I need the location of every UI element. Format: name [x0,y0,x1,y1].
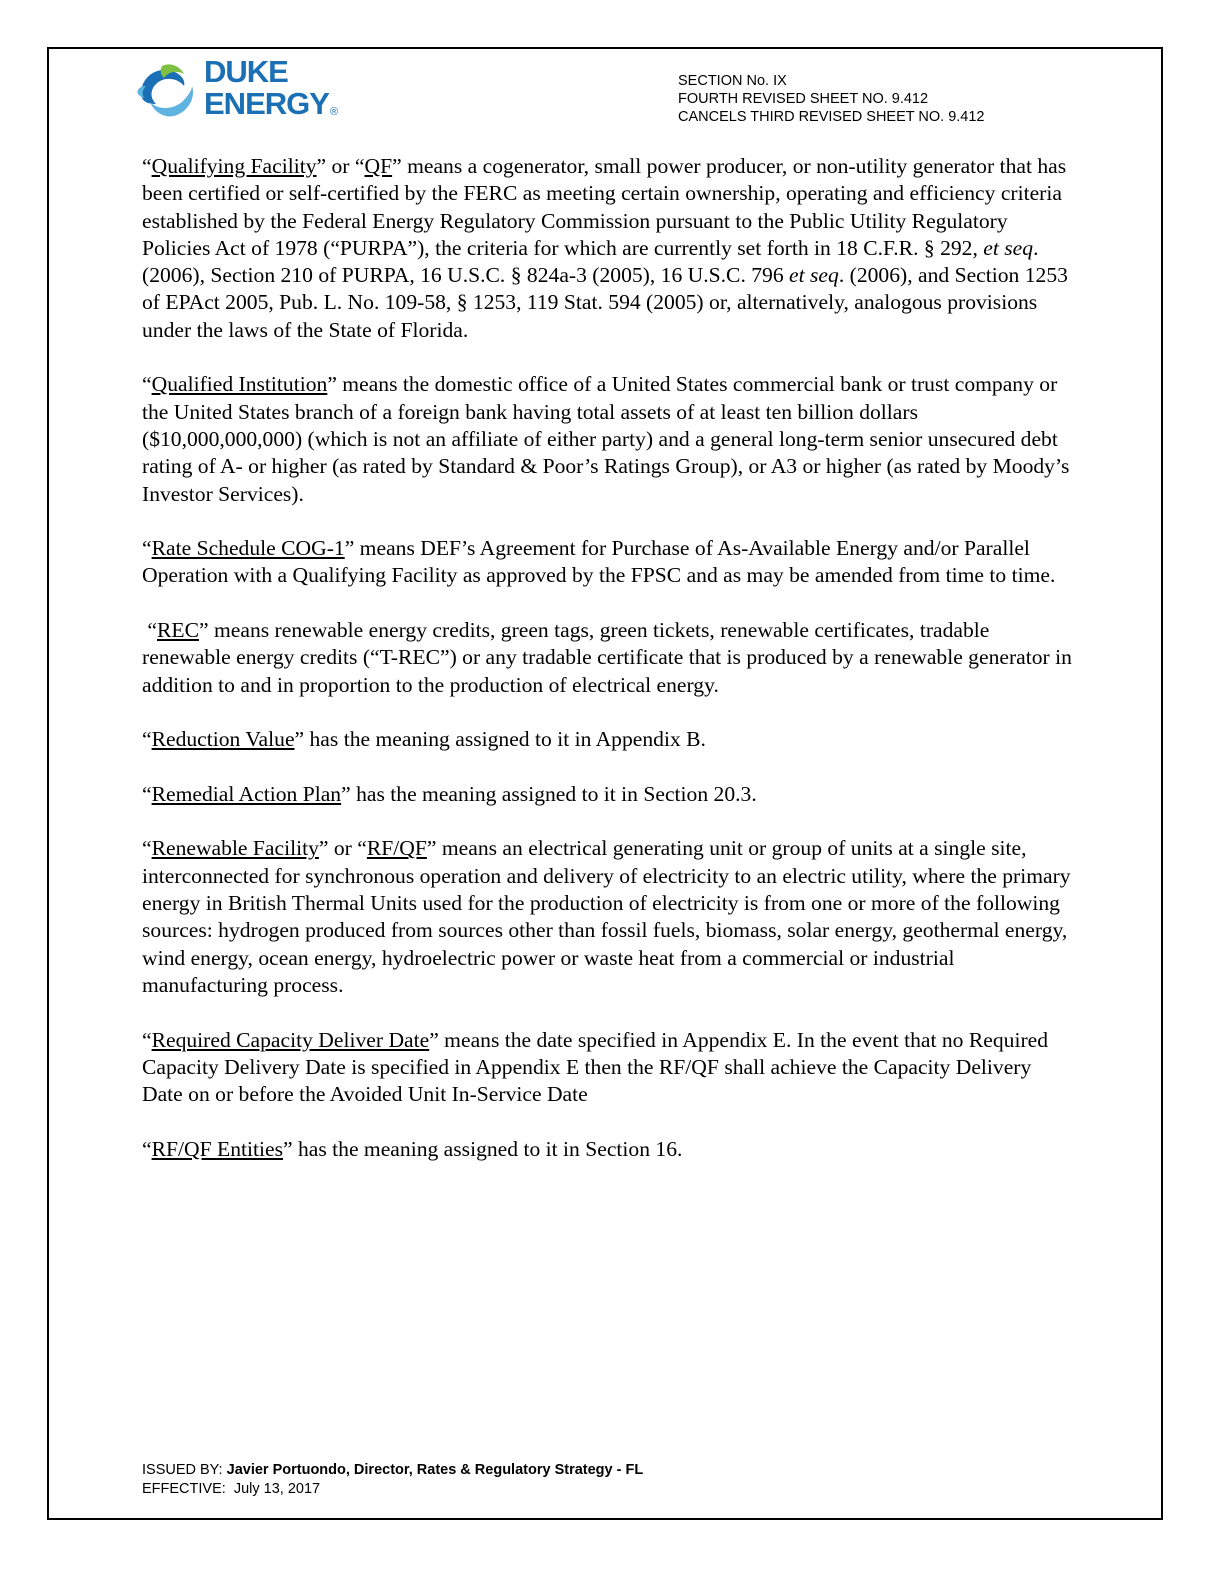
defined-term: Qualifying Facility [151,154,317,178]
defined-term: Qualified Institution [151,372,328,397]
cancels-sheet-number: CANCELS THIRD REVISED SHEET NO. 9.412 [678,109,985,125]
issued-by-value: Javier Portuondo, Director, Rates & Regulatory Strategy - FL [226,1462,644,1478]
effective-line [142,1480,643,1499]
issuance-footer [142,1461,643,1499]
definition-rate-schedule-cog-1: “Rate Schedule COG-1” means DEF’s Agreement for Purchase of As-Available Energy and/or Parallel Operation with a Qualifying Facility as approved by the FPSC and as may be amended from time to time. [142,536,1056,588]
duke-energy-logo-mark-icon [134,60,200,126]
definition-renewable-facility: “Renewable Facility” or “RF/QF” means an electrical generating unit or group of units at a single site, interconnected for synchronous operation and delivery of electricity to an electric utility, where the primary energy in British Thermal Units used for the production of electricity is from one or more of the following sources: hydrogen produced from sources other than fossil fuels, biomass, solar energy, geothermal energy, wind energy, ocean energy, hydroelectric power or waste heat from a commercial or industrial manufacturing process. [142,836,1071,997]
definition-reduction-value: “Reduction Value” has the meaning assigned to it in Appendix B. [142,727,706,752]
issued-by-line [142,1461,643,1480]
logo-line-duke: DUKE [204,54,288,89]
defined-term: RF/QF [366,836,427,861]
registered-mark: ® [330,106,339,118]
definition-qualifying-facility: “Qualifying Facility” or “QF” means a cogenerator, small power producer, or non-utility generator that has been certified or self-certified by the FERC as meeting certain ownership, operating and efficiency criteria established by the Federal Energy Regulatory Commission pursuant to the Public Utility Regulatory Policies Act of 1978 (“PURPA”), the criteria for which are currently set forth in 18 C.F.R. § 292, et seq. (2006), Section 210 of PURPA, 16 U.S.C. § 824a-3 (2005), 16 U.S.C. 796 et seq. (2006), and Section 1253 of EPAct 2005, Pub. L. No. 109-58, § 1253, 119 Stat. 594 (2005) or, alternatively, analogous provisions under the laws of the State of Florida. [142,154,1068,342]
effective-date: July 13, 2017 [233,1481,321,1497]
sheet-header [678,72,984,126]
revised-sheet-number: FOURTH REVISED SHEET NO. 9.412 [678,91,929,107]
duke-energy-logo [134,56,344,128]
definition-required-capacity-deliver-date: “Required Capacity Deliver Date” means the date specified in Appendix E. In the event that no Required Capacity Delivery Date is specified in Appendix E then the RF/QF shall achieve the Capacity Delivery Date on or before the Avoided Unit In-Service Date [142,1027,1049,1107]
definition-remedial-action-plan: “Remedial Action Plan” has the meaning assigned to it in Section 20.3. [142,781,757,806]
defined-term: REC [157,618,199,643]
logo-line-energy: ENERGY [204,86,329,121]
defined-term: Rate Schedule COG-1 [151,536,345,561]
defined-term: QF [364,154,393,178]
issued-by-label: ISSUED BY: [142,1462,227,1478]
defined-term: RF/QF Entities [151,1136,283,1161]
logo-wordmark [204,56,329,120]
definitions-body [142,153,1077,1190]
definition-rf-qf-entities: “RF/QF Entities” has the meaning assigned to it in Section 16. [142,1136,683,1161]
definition-qualified-institution: “Qualified Institution” means the domestic office of a United States commercial bank or trust company or the United States branch of a foreign bank having total assets of at least ten billion dollars ($10,000,000,000) (which is not an affiliate of either party) and a general long-term senior unsecured debt rating of A- or higher (as rated by Standard & Poor’s Ratings Group), or A3 or higher (as rated by Moody’s Investor Services). [142,372,1070,506]
effective-label: EFFECTIVE: [142,1481,234,1497]
section-number: SECTION No. IX [678,73,787,89]
definition-rec: “REC” means renewable energy credits, green tags, green tickets, renewable certificates, tradable renewable energy credits (“T-REC”) or any tradable certificate that is produced by a renewable generator in addition to and in proportion to the production of electrical energy. [142,618,1078,697]
defined-term: Required Capacity Deliver Date [151,1027,430,1052]
defined-term: Renewable Facility [151,836,319,861]
defined-term: Reduction Value [151,727,295,752]
defined-term: Remedial Action Plan [151,781,342,806]
